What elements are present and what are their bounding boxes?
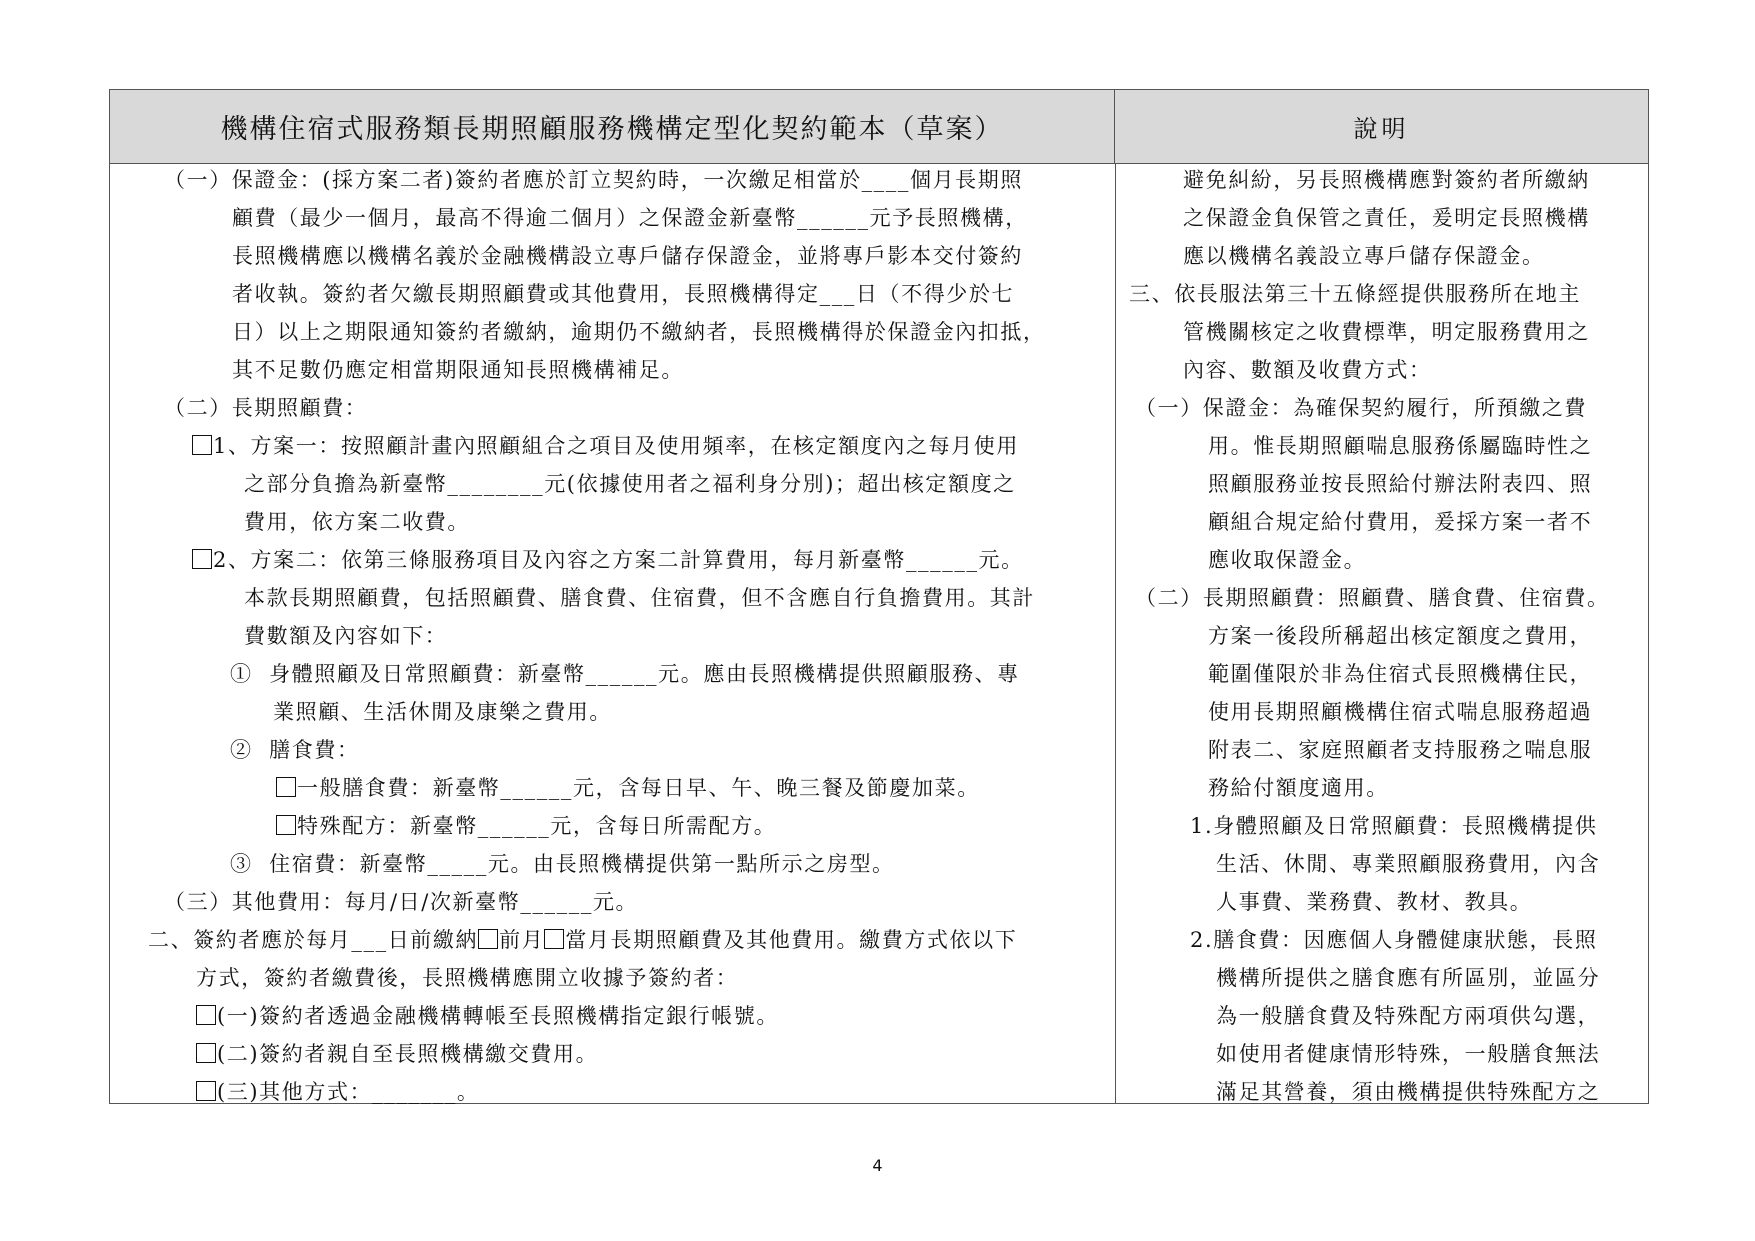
option-checkbox[interactable] bbox=[478, 929, 498, 949]
checkbox-line: 一般膳食費：新臺幣______元，含每日早、午、晚三餐及節慶加菜。 bbox=[276, 776, 980, 800]
text-line: 使用長期照顧機構住宿式喘息服務超過 bbox=[1208, 700, 1593, 724]
option-checkbox[interactable] bbox=[196, 1043, 216, 1063]
checkbox-line: (二)簽約者親自至長照機構繳交費用。 bbox=[196, 1042, 598, 1066]
text-line: 業照顧、生活休閒及康樂之費用。 bbox=[273, 700, 612, 724]
text-line: 顧組合規定給付費用，爰採方案一者不 bbox=[1208, 510, 1593, 534]
text-line: 1.身體照顧及日常照顧費：長照機構提供 bbox=[1190, 814, 1598, 838]
text-line: （三）其他費用：每月/日/次新臺幣______元。 bbox=[164, 890, 639, 914]
text-line: 避免糾紛，另長照機構應對簽約者所繳納 bbox=[1183, 168, 1590, 192]
option-checkbox[interactable] bbox=[192, 549, 212, 569]
note-column-title: 說明 bbox=[1115, 90, 1648, 164]
contract-title: 機構住宿式服務類長期照顧服務機構定型化契約範本（草案） bbox=[110, 90, 1115, 164]
text-line: 管機關核定之收費標準，明定服務費用之 bbox=[1183, 320, 1590, 344]
column-divider bbox=[1115, 164, 1116, 1103]
checkbox-line: (三)其他方式：_______。 bbox=[196, 1080, 480, 1104]
checkbox-line: 二、簽約者應於每月___日前繳納 前月 當月長期照顧費及其他費用。繳費方式依以下 bbox=[148, 928, 1018, 952]
text-line: 範圍僅限於非為住宿式長照機構住民， bbox=[1208, 662, 1593, 686]
page-number: 4 bbox=[872, 1156, 883, 1175]
checkbox-line: 2、方案二：依第三條服務項目及內容之方案二計算費用，每月新臺幣______元。 bbox=[192, 548, 1024, 572]
text-line: 長照機構應以機構名義於金融機構設立專戶儲存保證金，並將專戶影本交付簽約 bbox=[232, 244, 1023, 268]
checkbox-line: 特殊配方：新臺幣______元，含每日所需配方。 bbox=[276, 814, 776, 838]
text-line: （一）保證金：(採方案二者)簽約者應於訂立契約時，一次繳足相當於____個月長期照 bbox=[164, 168, 1023, 192]
text-line: 三、依長服法第三十五條經提供服務所在地主 bbox=[1129, 282, 1581, 306]
option-checkbox[interactable] bbox=[196, 1005, 216, 1025]
text-line: 附表二、家庭照顧者支持服務之喘息服 bbox=[1208, 738, 1593, 762]
text-line: 如使用者健康情形特殊，一般膳食無法 bbox=[1216, 1042, 1601, 1066]
text-line: 為一般膳食費及特殊配方兩項供勾選， bbox=[1216, 1004, 1601, 1028]
text-line: 照顧服務並按長照給付辦法附表四、照 bbox=[1208, 472, 1593, 496]
text-line: 方案一後段所稱超出核定額度之費用， bbox=[1208, 624, 1593, 648]
checkbox-line: 1、方案一：按照顧計畫內照顧組合之項目及使用頻率，在核定額度內之每月使用 bbox=[192, 434, 1019, 458]
text-line: 本款長期照顧費，包括照顧費、膳食費、住宿費，但不含應自行負擔費用。其計 bbox=[244, 586, 1035, 610]
text-line: 人事費、業務費、教材、教具。 bbox=[1216, 890, 1533, 914]
text-line: 費用，依方案二收費。 bbox=[244, 510, 470, 534]
text-line: 內容、數額及收費方式： bbox=[1183, 358, 1432, 382]
text-line: ② 膳食費： bbox=[230, 738, 360, 762]
text-line: 之保證金負保管之責任，爰明定長照機構 bbox=[1183, 206, 1590, 230]
text-line: 機構所提供之膳食應有所區別，並區分 bbox=[1216, 966, 1601, 990]
text-line: 費數額及內容如下： bbox=[244, 624, 448, 648]
text-line: 生活、休閒、專業照顧服務費用，內含 bbox=[1216, 852, 1601, 876]
text-line: ③ 住宿費：新臺幣_____元。由長照機構提供第一點所示之房型。 bbox=[230, 852, 895, 876]
text-line: （二）長期照顧費： bbox=[164, 396, 368, 420]
checkbox-line: (一)簽約者透過金融機構轉帳至長照機構指定銀行帳號。 bbox=[196, 1004, 779, 1028]
text-line: 者收執。簽約者欠繳長期照顧費或其他費用，長照機構得定___日（不得少於七 bbox=[232, 282, 1015, 306]
option-checkbox[interactable] bbox=[192, 435, 212, 455]
text-line: 其不足數仍應定相當期限通知長照機構補足。 bbox=[232, 358, 684, 382]
text-line: 2.膳食費：因應個人身體健康狀態，長照 bbox=[1190, 928, 1598, 952]
text-line: ① 身體照顧及日常照顧費：新臺幣______元。應由長照機構提供照顧服務、專 bbox=[230, 662, 1020, 686]
text-line: 滿足其營養，須由機構提供特殊配方之 bbox=[1216, 1080, 1601, 1104]
option-checkbox[interactable] bbox=[544, 929, 564, 949]
text-line: 日）以上之期限通知簽約者繳納，逾期仍不繳納者，長照機構得於保證金內扣抵， bbox=[232, 320, 1046, 344]
text-line: （二）長期照顧費：照顧費、膳食費、住宿費。 bbox=[1135, 586, 1610, 610]
text-line: 應以機構名義設立專戶儲存保證金。 bbox=[1183, 244, 1545, 268]
option-checkbox[interactable] bbox=[276, 777, 296, 797]
option-checkbox[interactable] bbox=[196, 1081, 216, 1101]
text-line: 方式，簽約者繳費後，長照機構應開立收據予簽約者： bbox=[196, 966, 739, 990]
text-line: 之部分負擔為新臺幣________元(依據使用者之福利身分別)；超出核定額度之 bbox=[244, 472, 1016, 496]
text-line: 用。惟長期照顧喘息服務係屬臨時性之 bbox=[1208, 434, 1593, 458]
text-line: 務給付額度適用。 bbox=[1208, 776, 1389, 800]
text-line: （一）保證金：為確保契約履行，所預繳之費 bbox=[1135, 396, 1587, 420]
text-line: 應收取保證金。 bbox=[1208, 548, 1367, 572]
option-checkbox[interactable] bbox=[276, 815, 296, 835]
text-line: 顧費（最少一個月，最高不得逾二個月）之保證金新臺幣______元予長照機構， bbox=[232, 206, 1028, 230]
